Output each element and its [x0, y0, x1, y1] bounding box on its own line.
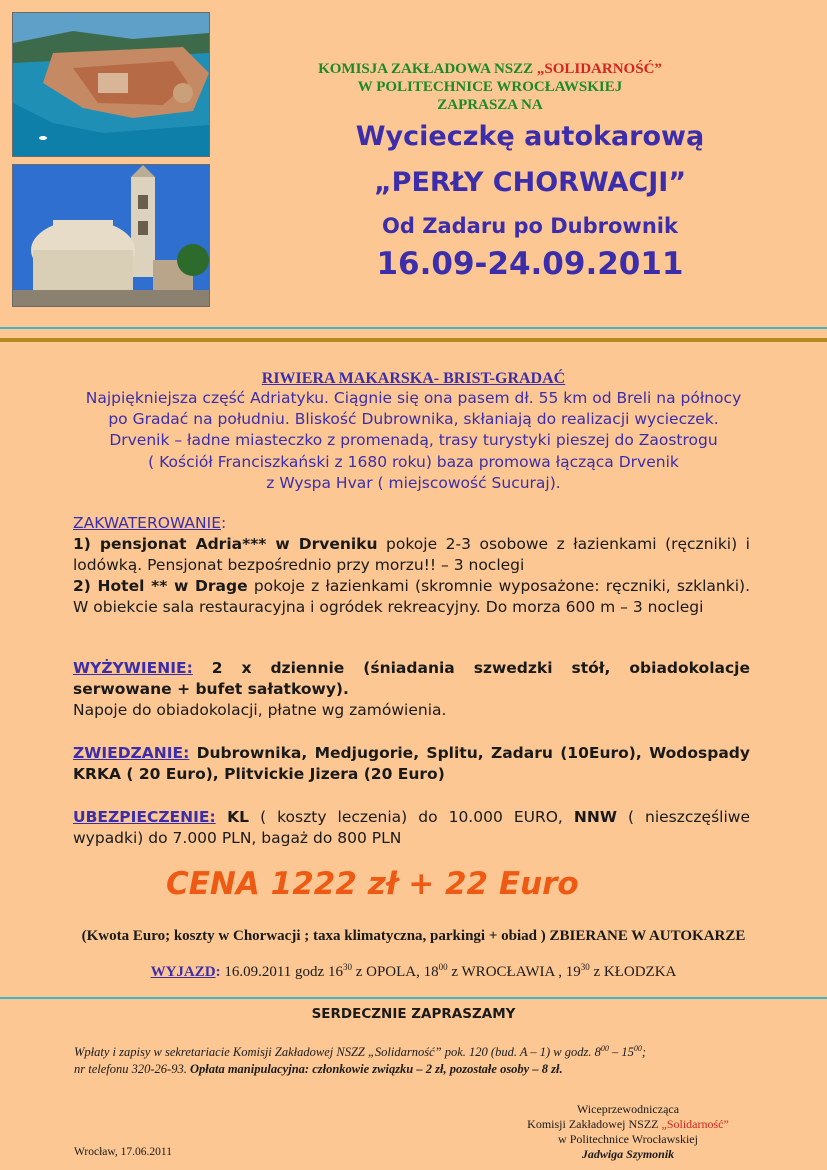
divider-bottom	[0, 997, 827, 999]
departure-text: z WROCŁAWIA , 19	[447, 964, 581, 980]
meals-text: Napoje do obiadokolacji, płatne wg zamówienia.	[73, 701, 447, 719]
departure-text: z KŁODZKA	[589, 964, 677, 980]
payment-text: ;	[641, 1045, 647, 1060]
org-line-1: KOMISJA ZAKŁADOWA NSZZ	[318, 61, 537, 77]
departure-line	[0, 962, 827, 981]
departure-text: 16.09.2011 godz 16	[220, 964, 343, 980]
riviera-line: Drvenik – ładne miasteczko z promenadą, trasy turystyki pieszej do Zaostrogu	[109, 431, 718, 450]
insurance-text-1: ( koszty leczenia) do 10.000 EURO,	[249, 808, 574, 826]
accommodation-item-1-title: 1) pensjonat Adria*** w Drveniku	[73, 535, 378, 553]
organizer-header	[240, 60, 740, 114]
price-note: (Kwota Euro; koszty w Chorwacji ; taxa klimatyczna, parkingi + obiad ) ZBIERANE W AUTOKARZE	[81, 928, 746, 944]
accommodation-item-2-title: 2) Hotel ** w Drage	[73, 577, 248, 595]
departure-time-sup: 30	[580, 962, 590, 972]
invitation: SERDECZNIE ZAPRASZAMY	[311, 1006, 516, 1022]
signature-block	[470, 1102, 786, 1162]
price: CENA 1222 zł + 22 Euro	[166, 866, 579, 902]
payment-fee: Opłata manipulacyjna: członkowie związku – 2 zł, pozostałe osoby – 8 zł.	[189, 1062, 563, 1077]
divider-top-gold	[0, 338, 827, 342]
dubrovnik-photo	[12, 12, 210, 157]
place-date: Wrocław, 17.06.2011	[74, 1146, 173, 1158]
signature-org: Komisji Zakładowej NSZZ	[527, 1117, 662, 1131]
org-brand: „SOLIDARNOŚĆ”	[536, 61, 662, 77]
meals-section	[73, 658, 750, 721]
riviera-heading: RIWIERA MAKARSKA- BRIST-GRADAĆ	[261, 370, 566, 387]
sightseeing-text: Dubrownika, Medjugorie, Splitu, Zadaru (10Euro), Wodospady KRKA ( 20 Euro), Plitvickie Jizera (20 Euro)	[73, 744, 750, 783]
insurance-nnw: NNW	[573, 808, 617, 826]
org-line-2: W POLITECHNICE WROCŁAWSKIEJ	[357, 79, 623, 95]
trip-dates: 16.09-24.09.2011	[376, 246, 684, 282]
signature-org-2: w Politechnice Wrocławskiej	[558, 1132, 698, 1146]
payment-phone: nr telefonu 320-26-93.	[74, 1062, 190, 1077]
payment-info	[74, 1040, 774, 1078]
departure-time-sup: 30	[342, 962, 352, 972]
payment-text: Wpłaty i zapisy w sekretariacie Komisji Zakładowej NSZZ „Solidarność” pok. 120 (bud. A – 1) w godz. 8	[74, 1045, 601, 1060]
zadar-church-photo	[12, 164, 210, 307]
departure-label: WYJAZD	[150, 964, 216, 980]
signature-role: Wiceprzewodnicząca	[576, 1102, 680, 1116]
signature-name: Jadwiga Szymonik	[581, 1147, 675, 1161]
riviera-line: z Wyspa Hvar ( miejscowość Sucuraj).	[266, 473, 561, 492]
subtitle: Od Zadaru po Dubrownik	[382, 214, 678, 238]
sightseeing-section	[73, 743, 750, 785]
riviera-description	[0, 388, 827, 494]
riviera-line: Najpiękniejsza część Adriatyku. Ciągnie się ona pasem dł. 55 km od Breli na północy	[85, 389, 742, 407]
departure-colon: :	[215, 964, 221, 980]
accommodation-colon: :	[220, 514, 227, 532]
payment-time-sup: 00	[633, 1044, 642, 1053]
accommodation-section	[73, 513, 750, 618]
accommodation-item-1-text: pokoje 2-3 osobowe z łazienkami (ręczniki) i lodówką. Pensjonat bezpośrednio przy morzu!! – 3 noclegi	[73, 535, 750, 574]
meals-bold-text: 2 x dziennie (śniadania szwedzki stół, obiadokolacje serwowane + bufet sałatkowy).	[73, 659, 750, 698]
insurance-label: UBEZPIECZENIE:	[73, 808, 216, 826]
insurance-kl: KL	[215, 808, 250, 826]
accommodation-item-2-text: pokoje z łazienkami (skromnie wyposażone: ręczniki, szklanki). W obiekcie sala restauracyjna i ogródek rekreacyjny. Do morza 600 m – 3 noclegi	[73, 577, 750, 616]
insurance-section	[73, 807, 750, 849]
riviera-line: po Gradać na południu. Bliskość Dubrownika, skłaniają do realizacji wycieczek.	[108, 410, 719, 429]
insurance-text-2: ( nieszczęśliwe wypadki) do 7.000 PLN, bagaż do 800 PLN	[73, 808, 750, 847]
payment-time-sup: 00	[600, 1044, 609, 1053]
signature-org-brand: „Solidarność”	[661, 1117, 729, 1131]
departure-text: z OPOLA, 18	[351, 964, 439, 980]
sightseeing-label: ZWIEDZANIE:	[73, 744, 190, 762]
meals-label: WYŻYWIENIE:	[73, 659, 193, 677]
accommodation-label: ZAKWATEROWANIE	[73, 514, 221, 532]
departure-time-sup: 00	[438, 962, 448, 972]
title-line-2: „PERŁY CHORWACJI”	[373, 167, 687, 198]
title-line-1: Wycieczkę autokarową	[355, 121, 705, 152]
org-line-3: ZAPRASZA NA	[437, 97, 543, 113]
payment-text: – 15	[608, 1045, 634, 1060]
divider-top	[0, 327, 827, 329]
riviera-line: ( Kościół Franciszkański z 1680 roku) baza promowa łącząca Drvenik	[148, 452, 679, 471]
